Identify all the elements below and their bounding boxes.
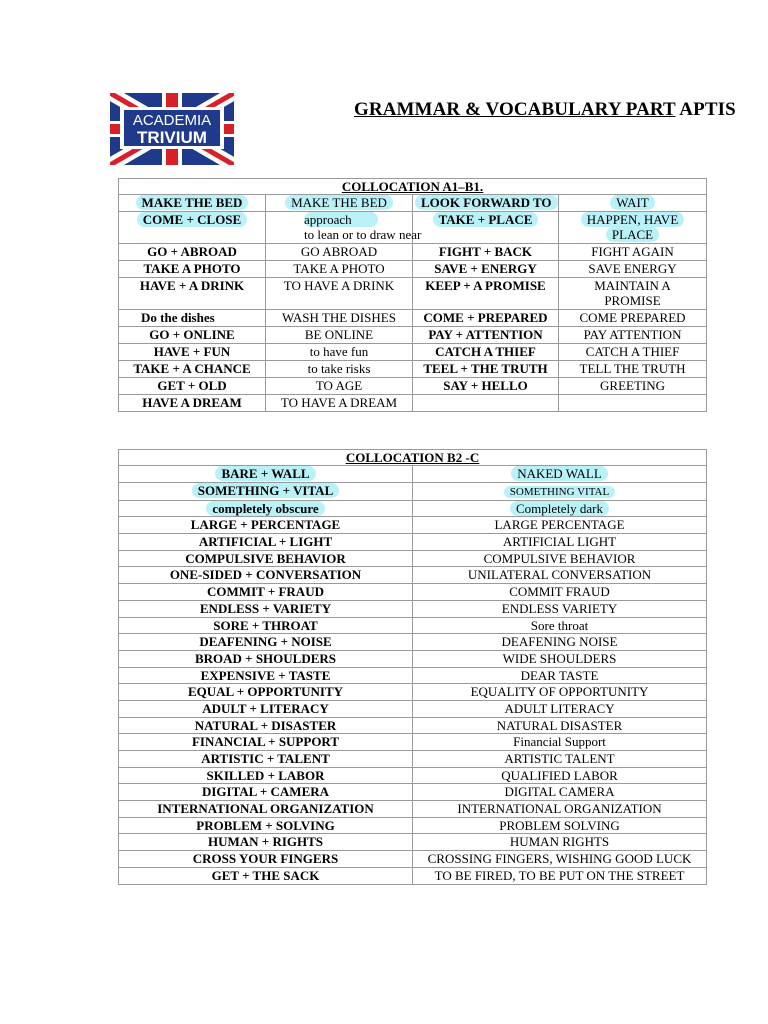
cell-text: MAKE THE BED: [285, 195, 393, 210]
meaning-cell: PAY ATTENTION: [559, 327, 707, 344]
cell-text: approach: [304, 212, 378, 227]
table-row: [119, 834, 707, 851]
meaning-cell: GO ABROAD: [266, 244, 413, 261]
meaning-cell: COMMIT FRAUD: [413, 584, 707, 601]
meaning-cell: TAKE A PHOTO: [266, 261, 413, 278]
cell-text: NAKED WALL: [511, 466, 608, 481]
collocation-cell: ARTIFICIAL + LIGHT: [119, 534, 413, 551]
collocation-cell: ONE-SIDED + CONVERSATION: [119, 567, 413, 584]
meaning-cell: QUALIFIED LABOR: [413, 767, 707, 784]
page-title-rest: APTIS: [675, 99, 736, 120]
section1-title-b: –B1.: [458, 179, 484, 194]
collocation-cell: ADULT + LITERACY: [119, 700, 413, 717]
cell-text: SOMETHING VITAL: [504, 486, 615, 498]
collocation-cell: TAKE + A CHANCE: [119, 361, 266, 378]
cell-text: completely obscure: [206, 501, 324, 516]
collocation-cell: CROSS YOUR FINGERS: [119, 851, 413, 868]
collocation-cell: [119, 212, 266, 244]
table-row: [119, 500, 707, 517]
cell-text: PROMISE: [604, 293, 661, 308]
collocation-cell: DIGITAL + CAMERA: [119, 784, 413, 801]
table-row: [119, 717, 707, 734]
collocation-cell: SAVE + ENERGY: [413, 261, 559, 278]
meaning-cell: [559, 278, 707, 310]
collocation-cell: COMMIT + FRAUD: [119, 584, 413, 601]
meaning-cell: GREETING: [559, 378, 707, 395]
meaning-cell: SAVE ENERGY: [559, 261, 707, 278]
meaning-cell: COME PREPARED: [559, 310, 707, 327]
meaning-cell: NATURAL DISASTER: [413, 717, 707, 734]
collocation-a1-b1-table: [118, 178, 707, 412]
collocation-cell: PAY + ATTENTION: [413, 327, 559, 344]
cell-text: WAIT: [610, 195, 655, 210]
table-row: [119, 278, 707, 310]
cell-text: to lean or to draw near: [304, 227, 422, 242]
section-title-row: [119, 450, 707, 466]
meaning-cell: CROSSING FINGERS, WISHING GOOD LUCK: [413, 851, 707, 868]
meaning-cell: HUMAN RIGHTS: [413, 834, 707, 851]
collocation-cell: EQUAL + OPPORTUNITY: [119, 684, 413, 701]
meaning-cell: TO AGE: [266, 378, 413, 395]
meaning-cell: CATCH A THIEF: [559, 344, 707, 361]
meaning-cell: UNILATERAL CONVERSATION: [413, 567, 707, 584]
section2-title-a: COLLOCATION B: [345, 450, 456, 465]
meaning-cell: [559, 395, 707, 412]
collocation-cell: NATURAL + DISASTER: [119, 717, 413, 734]
table-row: [119, 212, 707, 244]
meaning-cell: ARTISTIC TALENT: [413, 751, 707, 768]
meaning-cell: LARGE PERCENTAGE: [413, 517, 707, 534]
meaning-cell: Sore throat: [413, 617, 707, 634]
table-row: [119, 550, 707, 567]
table-row: [119, 684, 707, 701]
cell-text: SOMETHING + VITAL: [192, 483, 340, 498]
meaning-cell: TELL THE TRUTH: [559, 361, 707, 378]
collocation-cell: COMPULSIVE BEHAVIOR: [119, 550, 413, 567]
section-title-row: [119, 179, 707, 195]
collocation-cell: PROBLEM + SOLVING: [119, 817, 413, 834]
cell-text: COME + CLOSE: [137, 212, 247, 227]
table-row: [119, 361, 707, 378]
cell-text: LOOK FORWARD TO: [415, 195, 558, 210]
meaning-cell: [266, 195, 413, 212]
table-row: [119, 395, 707, 412]
meaning-cell: COMPULSIVE BEHAVIOR: [413, 550, 707, 567]
meaning-cell: [559, 212, 707, 244]
section2-title-b: 2 -C: [455, 450, 480, 465]
collocation-cell: TAKE A PHOTO: [119, 261, 266, 278]
meaning-cell: to have fun: [266, 344, 413, 361]
cell-text: TAKE + PLACE: [433, 212, 539, 227]
section-title: [119, 450, 707, 466]
meaning-cell: DIGITAL CAMERA: [413, 784, 707, 801]
section1-title-a: COLLOCATION A1: [341, 179, 459, 194]
table-row: [119, 600, 707, 617]
meaning-cell: INTERNATIONAL ORGANIZATION: [413, 801, 707, 818]
table-row: [119, 244, 707, 261]
table-row: [119, 567, 707, 584]
meaning-cell: BE ONLINE: [266, 327, 413, 344]
collocation-cell: HAVE A DREAM: [119, 395, 266, 412]
collocation-b2-c-table: [118, 449, 707, 885]
logo-line1: ACADEMIA: [132, 112, 212, 129]
table-row: [119, 801, 707, 818]
table-row: [119, 700, 707, 717]
meaning-cell: [266, 212, 422, 244]
meaning-cell: [413, 466, 707, 483]
table-row: [119, 466, 707, 483]
meaning-cell: TO HAVE A DREAM: [266, 395, 413, 412]
page-title: [354, 99, 736, 121]
table-row: [119, 617, 707, 634]
collocation-cell: COME + PREPARED: [413, 310, 559, 327]
collocation-cell: HAVE + A DRINK: [119, 278, 266, 310]
collocation-cell: SAY + HELLO: [413, 378, 559, 395]
cell-text: Completely dark: [510, 501, 609, 516]
table-row: [119, 482, 707, 500]
meaning-cell: WIDE SHOULDERS: [413, 650, 707, 667]
collocation-cell: [119, 195, 266, 212]
meaning-cell: ENDLESS VARIETY: [413, 600, 707, 617]
table-row: [119, 767, 707, 784]
collocation-cell: EXPENSIVE + TASTE: [119, 667, 413, 684]
cell-text: BARE + WALL: [215, 466, 315, 481]
cell-text: HAPPEN, HAVE: [581, 212, 685, 227]
meaning-cell: [413, 482, 707, 500]
meaning-cell: TO BE FIRED, TO BE PUT ON THE STREET: [413, 867, 707, 884]
meaning-cell: to take risks: [266, 361, 413, 378]
collocation-cell: CATCH A THIEF: [413, 344, 559, 361]
collocation-cell: HUMAN + RIGHTS: [119, 834, 413, 851]
table-row: [119, 584, 707, 601]
page-title-underlined: GRAMMAR & VOCABULARY PART: [354, 99, 676, 120]
cell-text: PLACE: [606, 227, 659, 242]
collocation-cell: INTERNATIONAL ORGANIZATION: [119, 801, 413, 818]
table-row: [119, 667, 707, 684]
meaning-cell: Financial Support: [413, 734, 707, 751]
meaning-cell: DEAFENING NOISE: [413, 634, 707, 651]
collocation-cell: [119, 482, 413, 500]
collocation-cell: FIGHT + BACK: [413, 244, 559, 261]
table-row: [119, 378, 707, 395]
table-row: [119, 195, 707, 212]
meaning-cell: WASH THE DISHES: [266, 310, 413, 327]
table-row: [119, 261, 707, 278]
collocation-cell: LARGE + PERCENTAGE: [119, 517, 413, 534]
meaning-cell: [559, 195, 707, 212]
academia-trivium-logo: [110, 93, 234, 165]
meaning-cell: DEAR TASTE: [413, 667, 707, 684]
collocation-cell: BROAD + SHOULDERS: [119, 650, 413, 667]
table-row: [119, 784, 707, 801]
meaning-cell: FIGHT AGAIN: [559, 244, 707, 261]
collocation-cell: GO + ONLINE: [119, 327, 266, 344]
collocation-cell: [413, 195, 559, 212]
meaning-cell: ADULT LITERACY: [413, 700, 707, 717]
logo-line2: TRIVIUM: [137, 128, 207, 147]
collocation-cell: HAVE + FUN: [119, 344, 266, 361]
cell-text: MAINTAIN A: [594, 278, 671, 293]
collocation-cell: ENDLESS + VARIETY: [119, 600, 413, 617]
section-title: [119, 179, 707, 195]
table-row: [119, 817, 707, 834]
table-row: [119, 634, 707, 651]
collocation-cell: SKILLED + LABOR: [119, 767, 413, 784]
table-row: [119, 327, 707, 344]
collocation-cell: TEEL + THE TRUTH: [413, 361, 559, 378]
table-row: [119, 751, 707, 768]
collocation-cell: ARTISTIC + TALENT: [119, 751, 413, 768]
collocation-cell: [413, 212, 559, 244]
table-row: [119, 867, 707, 884]
collocation-cell: [119, 500, 413, 517]
meaning-cell: [413, 500, 707, 517]
collocation-cell: GET + OLD: [119, 378, 266, 395]
collocation-cell: GET + THE SACK: [119, 867, 413, 884]
collocation-cell: [119, 466, 413, 483]
collocation-cell: Do the dishes: [119, 310, 266, 327]
collocation-cell: GO + ABROAD: [119, 244, 266, 261]
meaning-cell: PROBLEM SOLVING: [413, 817, 707, 834]
meaning-cell: EQUALITY OF OPPORTUNITY: [413, 684, 707, 701]
table-row: [119, 734, 707, 751]
table-row: [119, 517, 707, 534]
table-row: [119, 851, 707, 868]
meaning-cell: ARTIFICIAL LIGHT: [413, 534, 707, 551]
collocation-cell: DEAFENING + NOISE: [119, 634, 413, 651]
table-row: [119, 650, 707, 667]
cell-text: MAKE THE BED: [136, 195, 249, 210]
table-row: [119, 534, 707, 551]
table-row: [119, 310, 707, 327]
collocation-cell: SORE + THROAT: [119, 617, 413, 634]
collocation-cell: [413, 395, 559, 412]
table-body: [119, 466, 707, 885]
collocation-cell: FINANCIAL + SUPPORT: [119, 734, 413, 751]
table-row: [119, 344, 707, 361]
meaning-cell: TO HAVE A DRINK: [266, 278, 413, 310]
collocation-cell: KEEP + A PROMISE: [413, 278, 559, 310]
